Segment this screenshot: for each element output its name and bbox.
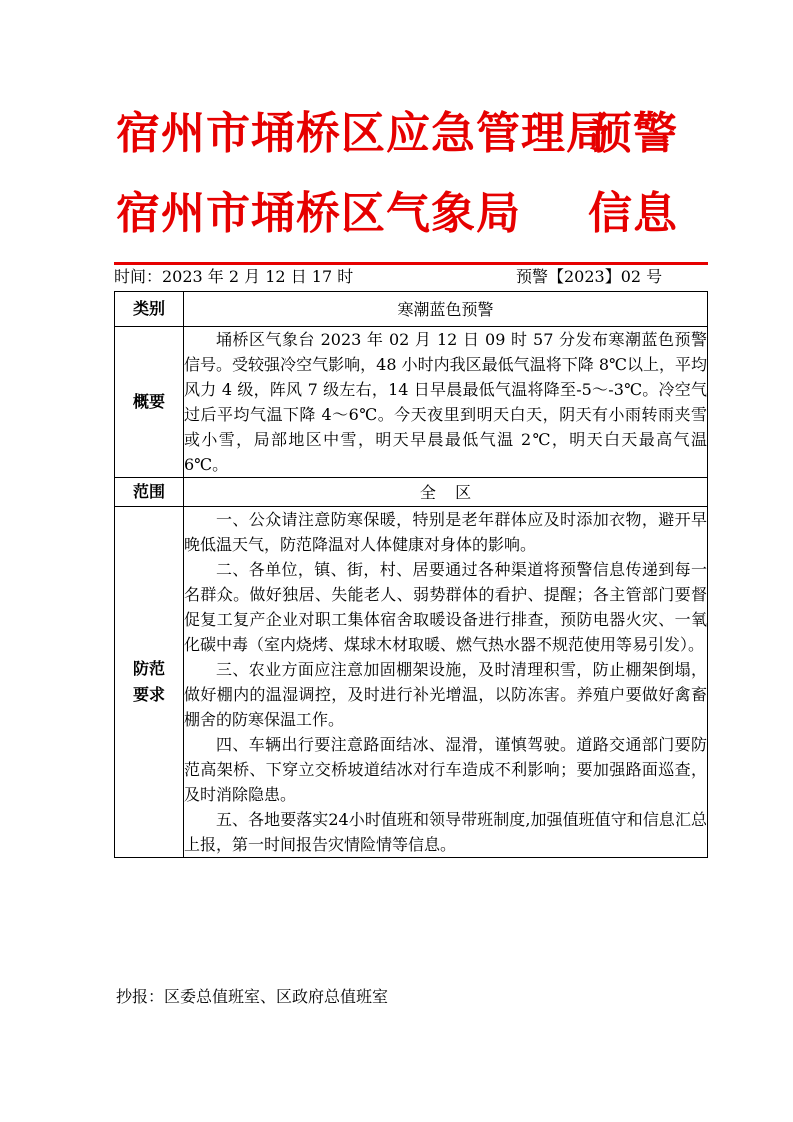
header-line-2	[116, 188, 678, 244]
scope-cell	[184, 478, 708, 507]
red-divider	[114, 262, 708, 265]
row-requirements	[115, 507, 708, 858]
requirements-label-1: 防范	[132, 659, 165, 678]
cc-line: 抄报：区委总值班室、区政府总值班室	[116, 987, 389, 1006]
type-value: 寒潮蓝色预警	[184, 292, 708, 327]
issue-time: 时间：2023 年 2 月 12 日 17 时	[114, 267, 354, 286]
requirement-item: 一、公众请注意防寒保暖，特别是老年群体应及时添加衣物，避开早晚低温天气，防范降温对人体健康对身体的影响。	[184, 510, 707, 554]
header-tag-info: 信息	[588, 188, 678, 239]
warning-number: 预警【2023】02 号	[516, 267, 663, 286]
summary-cell	[184, 327, 708, 478]
warning-table	[114, 291, 708, 858]
type-label: 类别	[115, 292, 184, 327]
requirement-item: 四、车辆出行要注意路面结冰、湿滑，谨慎驾驶。道路交通部门要防范高架桥、下穿立交桥坡道结冰对行车造成不利影响；要加强路面巡查，及时消除隐患。	[184, 735, 707, 804]
header-org-meteorology: 宿州市埇桥区气象局	[116, 188, 521, 239]
row-scope	[115, 478, 708, 507]
requirements-label	[115, 507, 184, 858]
summary-text: 埇桥区气象台 2023 年 02 月 12 日 09 时 57 分发布寒潮蓝色预警信号。受较强冷空气影响，48 小时内我区最低气温将下降 8℃以上，平均风力 4 级，阵风 7 级左右，14 日早晨最低气温将降至-5～-3℃。冷空气过后平均气温下降 4～6℃。今天夜里到明天白天，阴天有小雨转雨夹雪或小雪，局部地区中雪，明天早晨最低气温 2℃，明天白天最高气温 6℃。	[184, 330, 707, 474]
row-summary	[115, 327, 708, 478]
scope-label: 范围	[115, 478, 184, 507]
row-type	[115, 292, 708, 327]
summary-label: 概要	[115, 327, 184, 478]
header-org-emergency: 宿州市埇桥区应急管理局	[116, 108, 611, 159]
requirements-cell	[184, 507, 708, 858]
header-line-1	[116, 108, 678, 164]
scope-value: 全区	[419, 482, 491, 502]
requirement-item: 五、各地要落实24小时值班和领导带班制度,加强值班值守和信息汇总上报，第一时间报告灾情险情等信息。	[184, 810, 707, 854]
header-tag-warning: 预警	[588, 108, 678, 159]
requirements-label-2: 要求	[132, 685, 165, 704]
requirement-item: 三、农业方面应注意加固棚架设施，及时清理积雪，防止棚架倒塌，做好棚内的温湿调控，及时进行补光增温，以防冻害。养殖户要做好禽畜棚舍的防寒保温工作。	[184, 660, 707, 729]
requirement-item: 二、各单位，镇、街，村、居要通过各种渠道将预警信息传递到每一名群众。做好独居、失能老人、弱势群体的看护、提醒；各主管部门要督促复工复产企业对职工集体宿舍取暖设备进行排查，预防电器火灾、一氧化碳中毒（室内烧烤、煤球木材取暖、燃气热水器不规范使用等易引发）。	[184, 560, 707, 654]
